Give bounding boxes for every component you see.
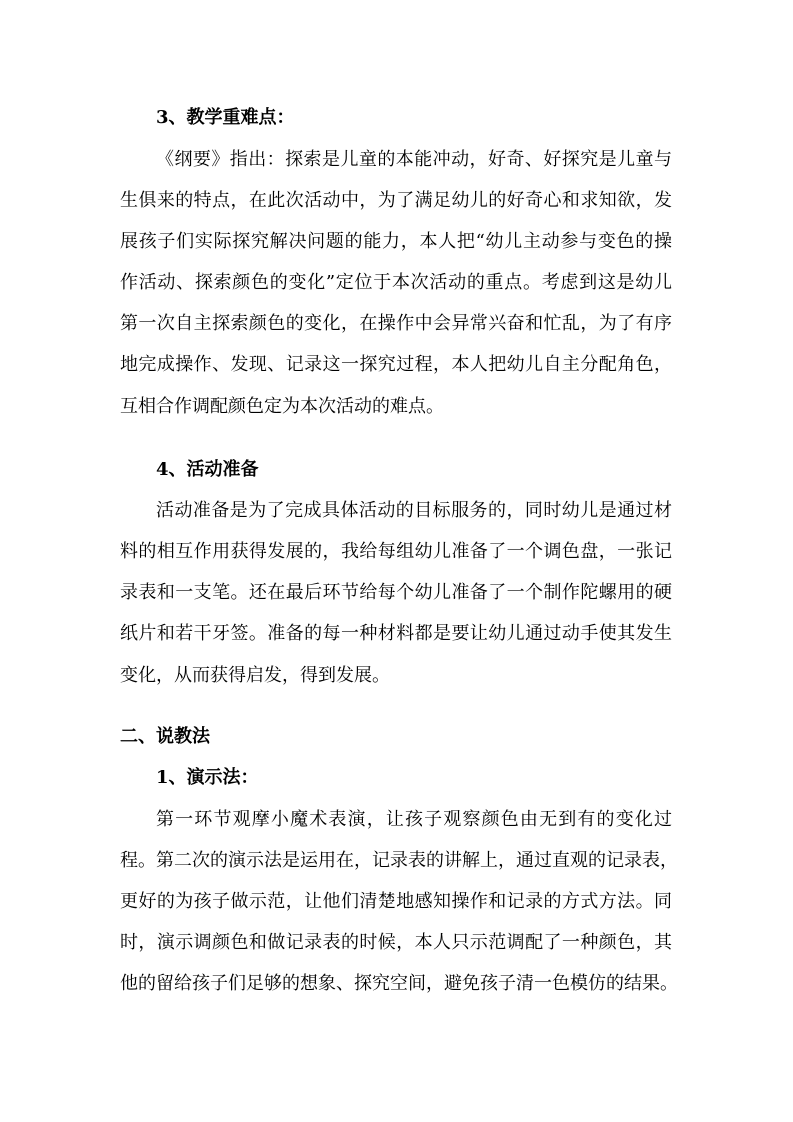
paragraph-line: 展孩子们实际探究解决问题的能力，本人把“幼儿主动参与变色的操 (120, 231, 672, 252)
section-heading-teaching-focus: 3、教学重难点： (156, 107, 295, 128)
paragraph-line: 变化，从而获得启发，得到发展。 (120, 665, 390, 686)
paragraph-line: 录表和一支笔。还在最后环节给每个幼儿准备了一个制作陀螺用的硬 (120, 582, 672, 603)
chapter-heading-teaching-methods: 二、说教法 (120, 726, 210, 747)
section-heading-demonstration: 1、演示法： (156, 767, 259, 788)
paragraph-line: 互相合作调配颜色定为本次活动的难点。 (120, 396, 444, 417)
paragraph-line: 程。第二次的演示法是运用在，记录表的讲解上，通过直观的记录表， (120, 850, 678, 871)
paragraph-line: 更好的为孩子做示范，让他们清楚地感知操作和记录的方式方法。同 (120, 891, 672, 912)
paragraph-line: 他的留给孩子们足够的想象、探究空间，避免孩子清一色模仿的结果。 (120, 973, 678, 994)
paragraph-line: 第一环节观摩小魔术表演，让孩子观察颜色由无到有的变化过 (156, 809, 672, 830)
paragraph-line: 活动准备是为了完成具体活动的目标服务的，同时幼儿是通过材 (156, 500, 672, 521)
paragraph-line: 时，演示调颜色和做记录表的时候，本人只示范调配了一种颜色，其 (120, 932, 672, 953)
paragraph-line: 第一次自主探索颜色的变化，在操作中会异常兴奋和忙乱，为了有序 (120, 313, 672, 334)
section-heading-activity-prep: 4、活动准备 (156, 459, 259, 480)
paragraph-line: 地完成操作、发现、记录这一探究过程，本人把幼儿自主分配角色， (120, 354, 672, 375)
paragraph-line: 纸片和若干牙签。准备的每一种材料都是要让幼儿通过动手使其发生 (120, 623, 672, 644)
paragraph-line: 生俱来的特点，在此次活动中，为了满足幼儿的好奇心和求知欲，发 (120, 190, 672, 211)
paragraph-line: 料的相互作用获得发展的，我给每组幼儿准备了一个调色盘，一张记 (120, 541, 672, 562)
paragraph-line: 作活动、探索颜色的变化”定位于本次活动的重点。考虑到这是幼儿 (120, 272, 672, 293)
paragraph-line: 《纲要》指出：探索是儿童的本能冲动，好奇、好探究是儿童与 (156, 149, 672, 170)
